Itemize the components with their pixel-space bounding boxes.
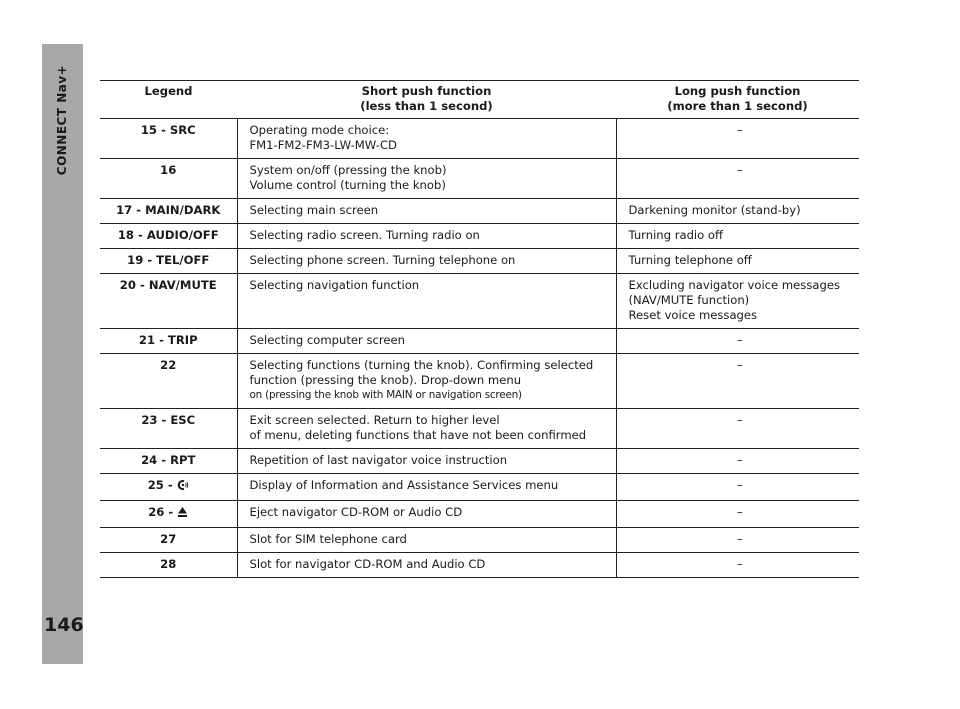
short-push-text: Volume control (turning the knob) [249, 178, 446, 192]
legend-cell [100, 119, 237, 159]
legend-label: 16 [160, 163, 177, 177]
table-row [100, 224, 859, 249]
header-long-line2: (more than 1 second) [667, 99, 808, 113]
long-push-text: – [736, 358, 743, 372]
short-push-text: Repetition of last navigator voice instruction [249, 453, 508, 467]
long-push-cell [616, 474, 859, 501]
table-row [100, 528, 859, 553]
short-push-cell [237, 274, 616, 329]
legend-label: 28 [160, 557, 177, 571]
long-push-cell [616, 553, 859, 578]
long-push-cell [616, 274, 859, 329]
long-push-text: – [736, 333, 743, 347]
short-push-text: on (pressing the knob with MAIN or navigation screen) [249, 389, 522, 401]
short-push-text: of menu, deleting functions that have not been confirmed [249, 428, 587, 442]
legend-label: 23 - ESC [141, 413, 196, 427]
long-push-text: – [736, 413, 743, 427]
short-push-cell [237, 249, 616, 274]
table-row [100, 119, 859, 159]
table-row [100, 553, 859, 578]
legend-label: 17 - MAIN/DARK [116, 203, 221, 217]
legend-cell [100, 354, 237, 409]
legend-label: 24 - RPT [141, 453, 196, 467]
controls-legend-table [100, 80, 859, 578]
short-push-text: function (pressing the knob). Drop-down menu [249, 373, 522, 387]
long-push-text: Turning telephone off [628, 253, 752, 267]
table-row [100, 409, 859, 449]
header-short-line2: (less than 1 second) [360, 99, 493, 113]
long-push-cell [616, 354, 859, 409]
short-push-text: Display of Information and Assistance Services menu [249, 478, 559, 492]
table-row [100, 249, 859, 274]
table-row [100, 449, 859, 474]
long-push-text: – [736, 505, 743, 519]
short-push-text: Slot for SIM telephone card [249, 532, 407, 546]
legend-cell [100, 159, 237, 199]
long-push-text: (NAV/MUTE function) [628, 293, 750, 307]
legend-cell [100, 501, 237, 528]
short-push-text: Operating mode choice: [249, 123, 390, 137]
long-push-cell [616, 449, 859, 474]
long-push-text: – [736, 532, 743, 546]
long-push-text: – [736, 453, 743, 467]
short-push-cell [237, 528, 616, 553]
legend-label: 21 - TRIP [138, 333, 198, 347]
header-legend-text: Legend [144, 84, 193, 98]
section-title: CONNECT Nav+ [55, 64, 69, 176]
header-long-line1: Long push function [674, 84, 801, 98]
short-push-text: Eject navigator CD-ROM or Audio CD [249, 505, 463, 519]
short-push-cell [237, 159, 616, 199]
long-push-text: – [736, 557, 743, 571]
legend-cell [100, 528, 237, 553]
legend-label: 26 - [148, 505, 174, 519]
short-push-cell [237, 474, 616, 501]
legend-label: 19 - TEL/OFF [127, 253, 210, 267]
legend-cell [100, 474, 237, 501]
table-row [100, 199, 859, 224]
short-push-cell [237, 119, 616, 159]
long-push-text: Reset voice messages [628, 308, 758, 322]
long-push-text: – [736, 123, 743, 137]
long-push-cell [616, 119, 859, 159]
table-header-row [100, 81, 859, 119]
legend-cell [100, 409, 237, 449]
long-push-cell [616, 501, 859, 528]
long-push-text: Turning radio off [628, 228, 724, 242]
legend-label: 25 - [147, 478, 173, 492]
table-row [100, 501, 859, 528]
short-push-cell [237, 409, 616, 449]
short-push-text: FM1-FM2-FM3-LW-MW-CD [249, 138, 397, 152]
table-row [100, 159, 859, 199]
legend-cell [100, 329, 237, 354]
legend-cell [100, 224, 237, 249]
short-push-cell [237, 329, 616, 354]
legend-label: 15 - SRC [140, 123, 196, 137]
short-push-cell [237, 553, 616, 578]
header-long-push [616, 81, 859, 119]
short-push-text: Selecting computer screen [249, 333, 406, 347]
table-row [100, 354, 859, 409]
legend-label: 20 - NAV/MUTE [119, 278, 217, 292]
short-push-text: Slot for navigator CD-ROM and Audio CD [249, 557, 486, 571]
long-push-cell [616, 199, 859, 224]
short-push-text: System on/off (pressing the knob) [249, 163, 447, 177]
short-push-cell [237, 354, 616, 409]
short-push-text: Selecting main screen [249, 203, 379, 217]
legend-cell [100, 449, 237, 474]
short-push-cell [237, 501, 616, 528]
long-push-text: – [736, 478, 743, 492]
legend-cell [100, 249, 237, 274]
short-push-cell [237, 224, 616, 249]
long-push-cell [616, 329, 859, 354]
header-short-line1: Short push function [361, 84, 492, 98]
long-push-cell [616, 159, 859, 199]
long-push-text: Excluding navigator voice messages [628, 278, 841, 292]
table-row [100, 274, 859, 329]
table-row [100, 329, 859, 354]
short-push-text: Exit screen selected. Return to higher level [249, 413, 500, 427]
long-push-text: Darkening monitor (stand-by) [628, 203, 801, 217]
legend-label: 18 - AUDIO/OFF [117, 228, 219, 242]
long-push-text: – [736, 163, 743, 177]
header-legend [100, 81, 237, 119]
eject-icon [177, 506, 188, 522]
page-number: 146 [44, 614, 84, 636]
legend-label: 27 [160, 532, 177, 546]
long-push-cell [616, 528, 859, 553]
legend-cell [100, 274, 237, 329]
info-services-icon [177, 479, 189, 495]
long-push-cell [616, 224, 859, 249]
short-push-cell [237, 449, 616, 474]
header-short-push [237, 81, 616, 119]
long-push-cell [616, 249, 859, 274]
long-push-cell [616, 409, 859, 449]
short-push-cell [237, 199, 616, 224]
short-push-text: Selecting functions (turning the knob). Confirming selected [249, 358, 594, 372]
table-row [100, 474, 859, 501]
legend-label: 22 [160, 358, 177, 372]
short-push-text: Selecting navigation function [249, 278, 420, 292]
short-push-text: Selecting phone screen. Turning telephone on [249, 253, 516, 267]
legend-cell [100, 553, 237, 578]
short-push-text: Selecting radio screen. Turning radio on [249, 228, 480, 242]
legend-cell [100, 199, 237, 224]
